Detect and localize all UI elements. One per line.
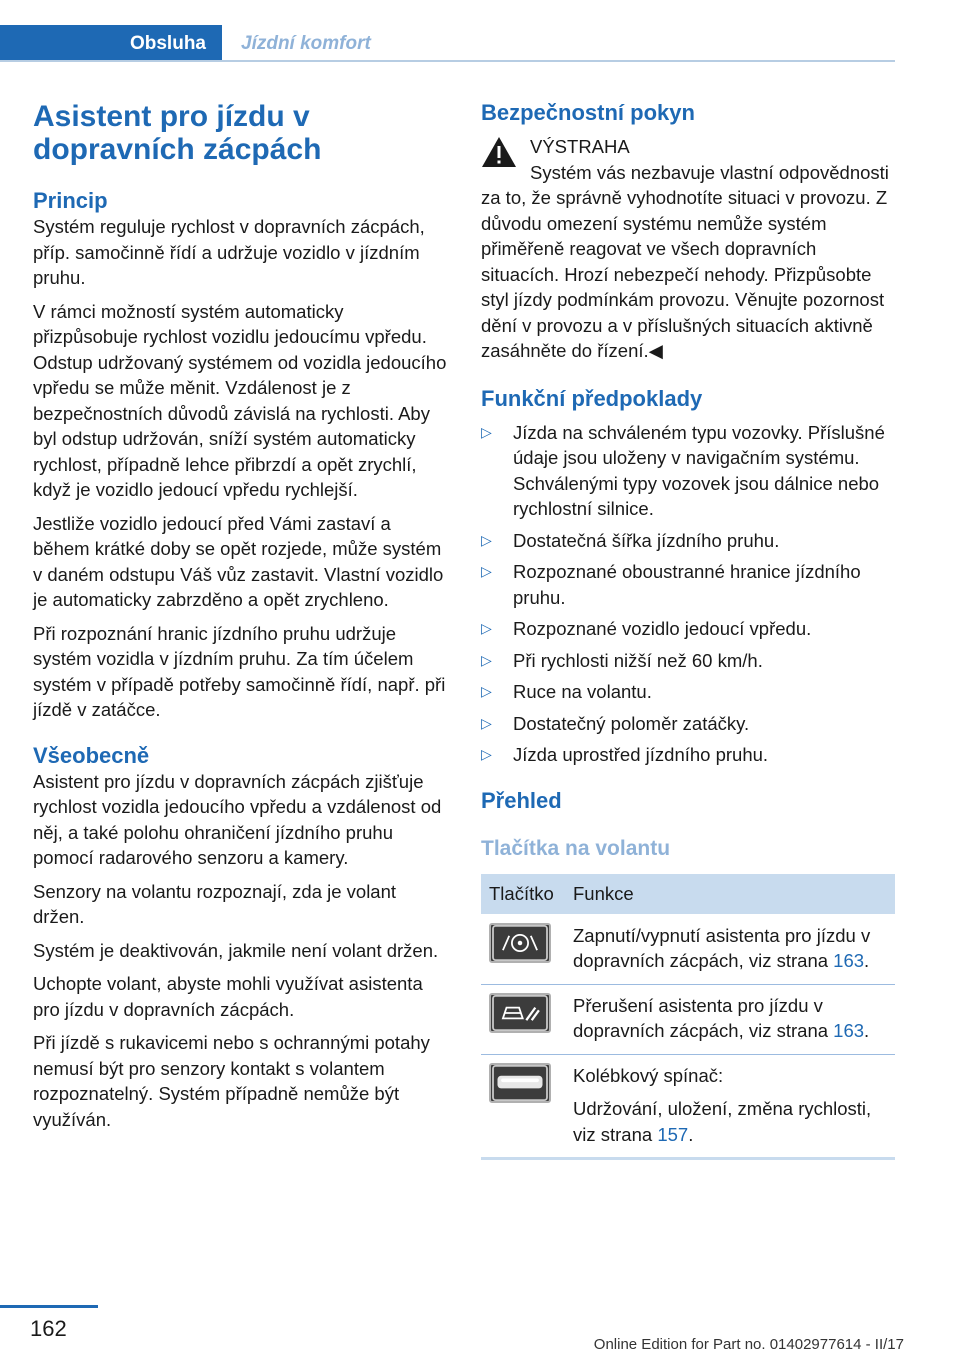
list-marker-icon: ▷ — [481, 423, 492, 440]
edition-note: Online Edition for Part no. 01402977614 - II/17 — [593, 1336, 904, 1353]
function-cell: Přerušení asistenta pro jízdu v dopravních zácpách, viz strana 163. — [565, 984, 895, 1054]
header-divider — [0, 60, 895, 62]
column-header-function: Funkce — [565, 874, 895, 915]
table-header-row — [481, 874, 895, 915]
paragraph: V rámci možností systém automaticky přizpůsobuje rychlost vozidlu jedoucímu vpředu. Odstup udržovaný systémem od vozidla jedoucího vpředu se může měnit. Vzdálenost je z bezpečnostních důvodů závislá na rychlosti. Aby byl odstup udržován, sníží systém automaticky rychlost, případně lehce přibrzdí a opět zrychlí, když je vozidlo jedoucí vpředu rychlejší. — [33, 300, 447, 500]
list-marker-icon: ▷ — [481, 563, 492, 579]
list-marker-icon: ▷ — [481, 714, 492, 731]
page-link[interactable]: 163 — [833, 950, 865, 971]
heading-steering-buttons: Tlačítka na volantu — [481, 836, 671, 860]
list-item: ▷ Jízda na schváleném typu vozovky. Příslušné údaje jsou uloženy v navigačním systému. Schválenými typy vozovek jsou dálnice nebo rychlostní silnice. — [481, 421, 885, 519]
paragraph: Systém reguluje rychlost v dopravních zácpách, příp. samočinně řídí a udržuje vozidlo v jízdním pruhu. — [33, 216, 425, 288]
list-marker-icon: ▷ — [481, 746, 492, 762]
list-item: ▷ Dostatečná šířka jízdního pruhu. — [481, 528, 895, 554]
list-item: ▷ Rozpoznané vozidlo jedoucí vpředu. — [481, 616, 895, 642]
warning-triangle-icon — [481, 136, 517, 168]
rocker-switch-icon — [489, 1063, 551, 1103]
list-marker-icon: ▷ — [481, 620, 492, 636]
warning-block — [481, 134, 895, 160]
list-marker-icon: ▷ — [481, 651, 492, 668]
buttons-table — [481, 874, 895, 1161]
column-header-button: Tlačítko — [481, 874, 565, 915]
paragraph: Jestliže vozidlo jedoucí před Vámi zastaví a během krátké doby se opět rozjede, může systém v daném odstupu Váš vůz zastavit. Vlastní vozidlo je automaticky zabrzděno a opět zrychleno. — [33, 512, 444, 610]
table-row — [481, 984, 895, 1054]
paragraph: Při jízdě s rukavicemi nebo s ochrannými potahy nemusí být pro senzory kontakt s volantem rozpoznatelný. Systém případně nemůže být využíván. — [33, 1032, 430, 1130]
list-item: ▷ Jízda uprostřed jízdního pruhu. — [481, 742, 895, 768]
heading-safety: Bezpečnostní pokyn — [481, 100, 695, 125]
table-row — [481, 914, 895, 984]
heading-principle: Princip — [33, 188, 108, 213]
prerequisites-list — [481, 420, 895, 768]
list-item: ▷ Dostatečný poloměr zatáčky. — [481, 711, 895, 737]
warning-label: VÝSTRAHA — [530, 136, 630, 157]
page-title: Asistent pro jízdu v dopravních zácpách — [33, 100, 322, 166]
list-item: ▷ Rozpoznané oboustranné hranice jízdního pruhu. — [481, 561, 861, 608]
left-column — [33, 100, 451, 1132]
heading-prerequisites: Funkční předpoklady — [481, 385, 703, 411]
heading-overview: Přehled — [481, 787, 562, 813]
function-cell: Kolébkový spínač: Udržování, uložení, změna rychlosti, viz strana 157. — [565, 1054, 895, 1159]
paragraph: Při rozpoznání hranic jízdního pruhu udržuje systém vozidla v jízdním pruhu. Za tím účelem systém v případě potřeby samočinně řídí, např. při jízdě v zatáčce. — [33, 622, 446, 720]
warning-text: Systém vás nezbavuje vlastní odpovědnosti za to, že správně vyhodnotíte situaci v provozu. Z důvodu omezení systému nemůže systém přiměřeně reagovat ve všech dopravních situacích. Hrozí nebezpečí nehody. Přizpůsobte styl jízdy podmínkám provozu. Věnujte pozornost dění v provozu a v příslušných situacích aktivně zasáhněte do řízení.◀ — [481, 161, 889, 361]
table-row — [481, 1054, 895, 1159]
heading-general: Všeobecně — [33, 742, 150, 768]
paragraph: Systém je deaktivován, jakmile není volant držen. — [33, 939, 439, 961]
list-item: ▷ Při rychlosti nižší než 60 km/h. — [481, 648, 895, 674]
paragraph: Asistent pro jízdu v dopravních zácpách zjišťuje rychlost vozidla jedoucího vpředu a vzdálenost od něj, a také polohu ohraničení jízdního pruhu pomocí radarového senzoru a kamery. — [33, 770, 442, 868]
tab-obsluha: Obsluha — [0, 25, 222, 62]
right-column — [481, 100, 895, 1160]
list-marker-icon: ▷ — [481, 531, 492, 548]
page-link[interactable]: 163 — [833, 1020, 865, 1041]
steering-assist-button-icon — [489, 923, 551, 963]
page-number: 162 — [30, 1316, 67, 1341]
function-cell: Zapnutí/vypnutí asistenta pro jízdu v dopravních zácpách, viz strana 163. — [565, 914, 895, 984]
tab-jizdni-komfort: Jízdní komfort — [241, 32, 371, 54]
footer-divider — [0, 1305, 98, 1308]
page-link[interactable]: 157 — [657, 1123, 689, 1145]
list-item: ▷ Ruce na volantu. — [481, 679, 895, 705]
paragraph: Senzory na volantu rozpoznají, zda je volant držen. — [33, 880, 397, 927]
list-marker-icon: ▷ — [481, 683, 492, 699]
paragraph: Uchopte volant, abyste mohli využívat asistenta pro jízdu v dopravních zácpách. — [33, 973, 423, 1020]
interrupt-assist-button-icon — [489, 993, 551, 1033]
